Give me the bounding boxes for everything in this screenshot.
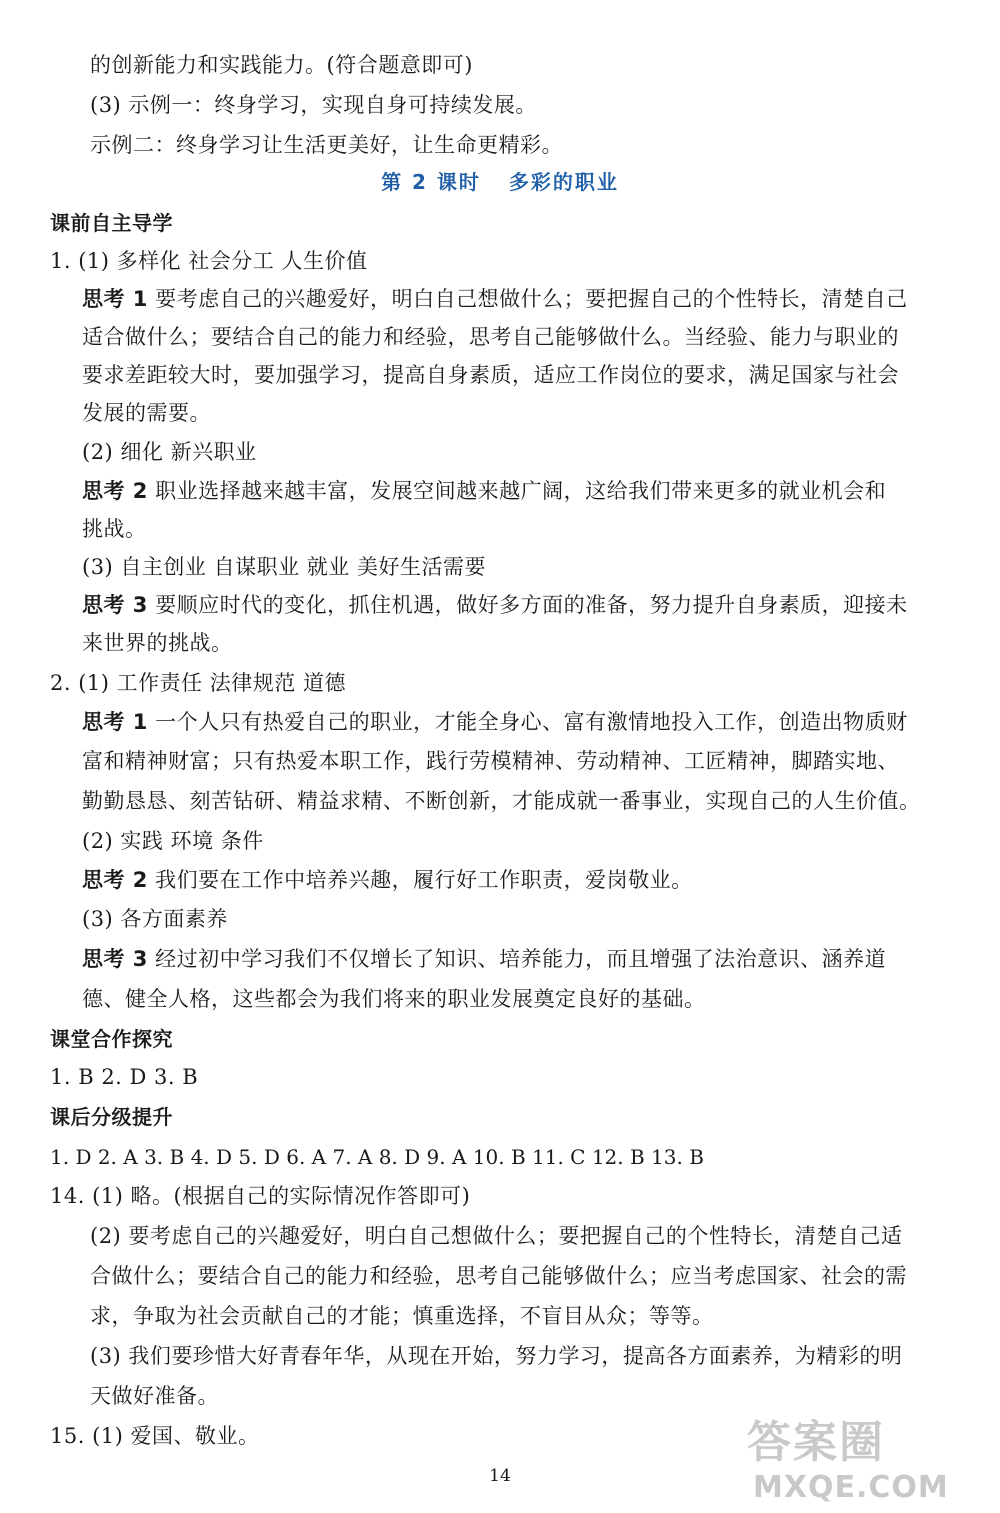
think-label: 思考 1: [82, 710, 148, 734]
answer-line: 天做好准备。: [90, 1384, 219, 1408]
answer-line: (2) 细化 新兴职业: [82, 440, 257, 464]
think-label: 思考 1: [82, 287, 148, 311]
answer-line: (3) 各方面素养: [82, 907, 228, 931]
answer-line: 思考 2 职业选择越来越丰富，发展空间越来越广阔，这给我们带来更多的就业机会和: [82, 479, 887, 503]
think-label: 思考 3: [82, 947, 148, 971]
watermark-chinese: 答案圈: [747, 1417, 885, 1468]
answer-line: (2) 实践 环境 条件: [82, 829, 264, 853]
section-heading-pre-class: 课前自主导学: [50, 211, 173, 235]
answer-line: 思考 2 我们要在工作中培养兴趣，履行好工作职责，爱岗敬业。: [82, 868, 693, 892]
watermark-logo: [747, 1418, 992, 1513]
answer-line: 发展的需要。: [82, 401, 211, 425]
lesson-number: 第 2 课时: [381, 170, 481, 194]
text-line: 示例二：终身学习让生活更美好，让生命更精彩。: [90, 133, 563, 157]
answer-line: 勤勤恳恳、刻苦钻研、精益求精、不断创新，才能成就一番事业，实现自己的人生价值。: [82, 789, 921, 813]
lesson-name: 多彩的职业: [508, 170, 619, 194]
think-label: 思考 2: [82, 868, 148, 892]
answer-line: 求，争取为社会贡献自己的才能；慎重选择，不盲目从众；等等。: [90, 1304, 714, 1328]
section-heading-in-class: 课堂合作探究: [50, 1027, 173, 1051]
answer-line: 德、健全人格，这些都会为我们将来的职业发展奠定良好的基础。: [82, 987, 706, 1011]
answer-line: 思考 3 要顺应时代的变化，抓住机遇，做好多方面的准备，努力提升自身素质，迎接未: [82, 593, 908, 617]
page-number: 14: [489, 1466, 511, 1486]
text-line: 的创新能力和实践能力。(符合题意即可): [90, 53, 473, 77]
answer-line: 思考 3 经过初中学习我们不仅增长了知识、培养能力，而且增强了法治意识、涵养道: [82, 947, 887, 971]
answer-line: 15. (1) 爱国、敬业。: [50, 1424, 260, 1448]
answer-line: 合做什么；要结合自己的能力和经验，思考自己能够做什么；应当考虑国家、社会的需: [90, 1264, 907, 1288]
section-heading-after-class: 课后分级提升: [50, 1105, 173, 1129]
answer-line: 思考 1 一个人只有热爱自己的职业，才能全身心、富有激情地投入工作，创造出物质财: [82, 710, 908, 734]
answer-line: (3) 我们要珍惜大好青春年华，从现在开始，努力学习，提高各方面素养，为精彩的明: [90, 1344, 903, 1368]
answer-line: 要求差距较大时，要加强学习，提高自身素质，适应工作岗位的要求，满足国家与社会: [82, 363, 899, 387]
answer-line: (2) 要考虑自己的兴趣爱好，明白自己想做什么；要把握自己的个性特长，清楚自己适: [90, 1224, 903, 1248]
answer-line: 挑战。: [82, 517, 147, 541]
answer-line: 富和精神财富；只有热爱本职工作，践行劳模精神、劳动精神、工匠精神，脚踏实地、: [82, 749, 899, 773]
answer-line: 1. D 2. A 3. B 4. D 5. D 6. A 7. A 8. D 9. A 10. B 11. C 12. B 13. B: [50, 1145, 704, 1169]
answer-line: 来世界的挑战。: [82, 631, 233, 655]
answer-line: 思考 1 要考虑自己的兴趣爱好，明白自己想做什么；要把握自己的个性特长，清楚自己: [82, 287, 908, 311]
watermark-url: MXQE.COM: [753, 1470, 949, 1505]
answer-line: 1. B 2. D 3. B: [50, 1065, 199, 1089]
answer-line: 适合做什么；要结合自己的能力和经验，思考自己能够做什么。当经验、能力与职业的: [82, 325, 899, 349]
answer-line: 14. (1) 略。(根据自己的实际情况作答即可): [50, 1184, 471, 1208]
think-label: 思考 3: [82, 593, 148, 617]
think-label: 思考 2: [82, 479, 148, 503]
text-line: (3) 示例一：终身学习，实现自身可持续发展。: [90, 93, 537, 117]
answer-line: 2. (1) 工作责任 法律规范 道德: [50, 671, 346, 695]
answer-line: (3) 自主创业 自谋职业 就业 美好生活需要: [82, 555, 486, 579]
answer-line: 1. (1) 多样化 社会分工 人生价值: [50, 249, 368, 273]
lesson-title: [0, 166, 1000, 195]
